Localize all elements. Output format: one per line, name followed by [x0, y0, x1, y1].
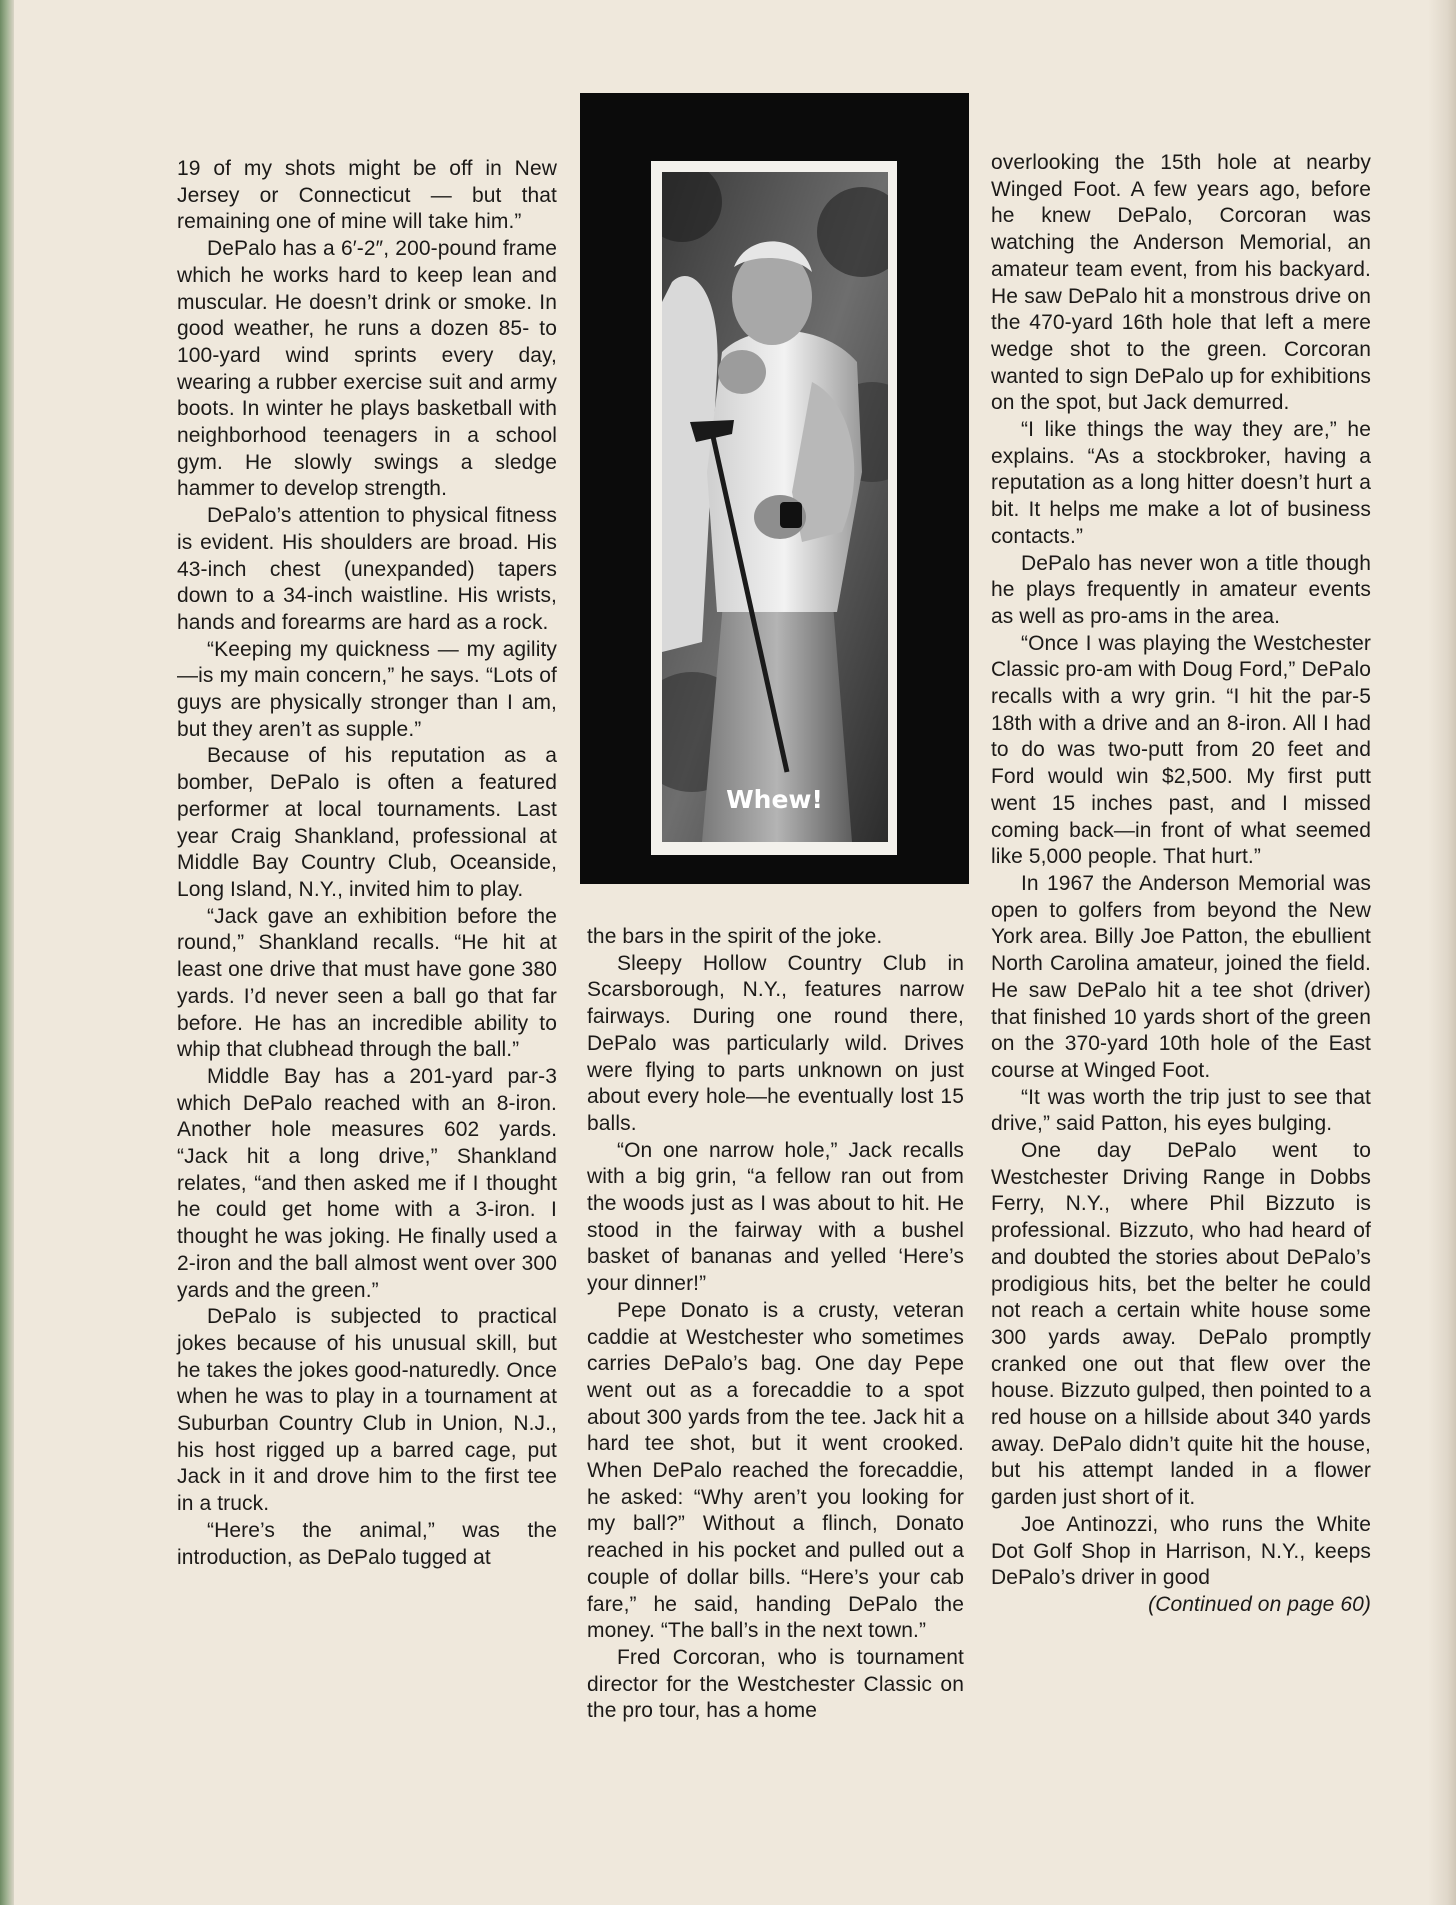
paragraph: DePalo has a 6′-2″, 200-pound frame which he works hard to keep lean and muscular. He doesn’t drink or smoke. In good weather, he runs a dozen 85- to 100-yard wind sprints every day, wearing a rubber exercise suit and army boots. In winter he plays basketball with neighborhood teenagers in a school gym. He slowly swings a sledge hammer to develop strength.	[177, 237, 557, 501]
paragraph: Fred Corcoran, who is tournament director for the Westchester Classic on the pro tour, has a home	[587, 1645, 964, 1723]
golfer-photo	[662, 172, 888, 842]
paragraph: DePalo’s attention to physical fitness is evident. His shoulders are broad. His 43-inch chest (unexpanded) tapers down to a 34-inch waistline. His wrists, hands and forearms are hard as a rock.	[177, 504, 557, 634]
paragraph: “Once I was playing the Westchester Classic pro-am with Doug Ford,” DePalo recalls with a wry grin. “I hit the par-5 18th with a drive and an 8-iron. All I had to do was two-putt from 20 feet and Ford would win $2,500. My first putt went 15 inches past, and I missed coming back—in front of what seemed like 5,000 people. That hurt.”	[991, 631, 1371, 869]
paragraph: “Jack gave an exhibition before the round,” Shankland recalls. “He hit at least one drive that must have gone 380 yards. I’d never seen a ball go that far before. He has an incredible ability to whip that clubhead through the ball.”	[177, 904, 557, 1062]
paragraph: 19 of my shots might be off in New Jersey or Connecticut — but that remaining one of mine will take him.”	[177, 157, 557, 234]
photo-caption: Whew!	[726, 785, 823, 814]
paragraph: DePalo is subjected to practical jokes because of his unusual skill, but he takes the jokes good-naturedly. Once when he was to play in a tournament at Suburban Country Club in Union, N.J., his host rigged up a barred cage, put Jack in it and drove him to the first tee in a truck.	[177, 1305, 557, 1516]
paragraph: “On one narrow hole,” Jack recalls with a big grin, “a fellow ran out from the woods just as I was about to hit. He stood in the fairway with a bushel basket of bananas and yelled ‘Here’s your dinner!”	[587, 1138, 964, 1296]
photo-panel	[580, 93, 969, 884]
paragraph: Joe Antinozzi, who runs the White Dot Golf Shop in Harrison, N.Y., keeps DePalo’s driver in good	[991, 1512, 1371, 1590]
continued-note: (Continued on page 60)	[1148, 1592, 1371, 1616]
paragraph: In 1967 the Anderson Memorial was open to golfers from beyond the New York area. Billy Joe Patton, the ebullient North Carolina amateur, joined the field. He saw DePalo hit a tee shot (driver) that finished 10 yards short of the green on the 370-yard 10th hole of the East course at Winged Foot.	[991, 871, 1371, 1082]
paragraph: DePalo has never won a title though he plays frequently in amateur events as well as pro-ams in the area.	[991, 551, 1371, 628]
paragraph: “I like things the way they are,” he explains. “As a stockbroker, having a reputation as a long hitter doesn’t hurt a bit. It helps me make a lot of business contacts.”	[991, 418, 1371, 548]
article-column-middle	[587, 924, 964, 1725]
page-right-edge	[1428, 0, 1456, 1905]
paragraph: “It was worth the trip just to see that drive,” said Patton, his eyes bulging.	[991, 1085, 1371, 1136]
page-left-edge	[0, 0, 14, 1905]
article-column-right	[991, 150, 1371, 1619]
paragraph: “Keeping my quickness — my agility—is my main concern,” he says. “Lots of guys are physically stronger than I am, but they aren’t as supple.”	[177, 637, 557, 741]
paragraph: Sleepy Hollow Country Club in Scarsborough, N.Y., features narrow fairways. During one round there, DePalo was particularly wild. Drives were flying to parts unknown on just about every hole—he eventually lost 15 balls.	[587, 951, 964, 1135]
article-column-left	[177, 156, 557, 1571]
paragraph: the bars in the spirit of the joke.	[587, 925, 883, 948]
paragraph: One day DePalo went to Westchester Driving Range in Dobbs Ferry, N.Y., where Phil Bizzuto is professional. Bizzuto, who had heard of and doubted the stories about DePalo’s prodigious hits, bet the belter he could not reach a certain white house some 300 yards away. DePalo promptly cranked one out that flew over the house. Bizzuto gulped, then pointed to a red house on a hillside about 340 yards away. DePalo didn’t quite hit the house, but his attempt landed in a flower garden just short of it.	[991, 1139, 1371, 1510]
paragraph: Because of his reputation as a bomber, DePalo is often a featured performer at local tournaments. Last year Craig Shankland, professional at Middle Bay Country Club, Oceanside, Long Island, N.Y., invited him to play.	[177, 744, 557, 901]
paragraph: Middle Bay has a 201-yard par-3 which DePalo reached with an 8-iron. Another hole measures 602 yards. “Jack hit a long drive,” Shankland relates, “and then asked me if I thought he could get home with a 3-iron. I thought he was joking. He finally used a 2-iron and the ball almost went over 300 yards and the green.”	[177, 1064, 557, 1302]
paragraph: “Here’s the animal,” was the introduction, as DePalo tugged at	[177, 1518, 557, 1569]
paragraph: Pepe Donato is a crusty, veteran caddie at Westchester who sometimes carries DePalo’s bag. One day Pepe went out as a forecaddie to a spot about 300 yards from the tee. Jack hit a hard tee shot, but it went crooked. When DePalo reached the forecaddie, he asked: “Why aren’t you looking for my ball?” Without a flinch, Donato reached in his pocket and pulled out a couple of dollar bills. “Here’s your cab fare,” he said, handing DePalo the money. “The ball’s in the next town.”	[587, 1298, 964, 1643]
paragraph: overlooking the 15th hole at nearby Winged Foot. A few years ago, before he knew DePalo, Corcoran was watching the Anderson Memorial, an amateur team event, from his backyard. He saw DePalo hit a monstrous drive on the 470-yard 16th hole that left a mere wedge shot to the green. Corcoran wanted to sign DePalo up for exhibitions on the spot, but Jack demurred.	[991, 151, 1371, 415]
